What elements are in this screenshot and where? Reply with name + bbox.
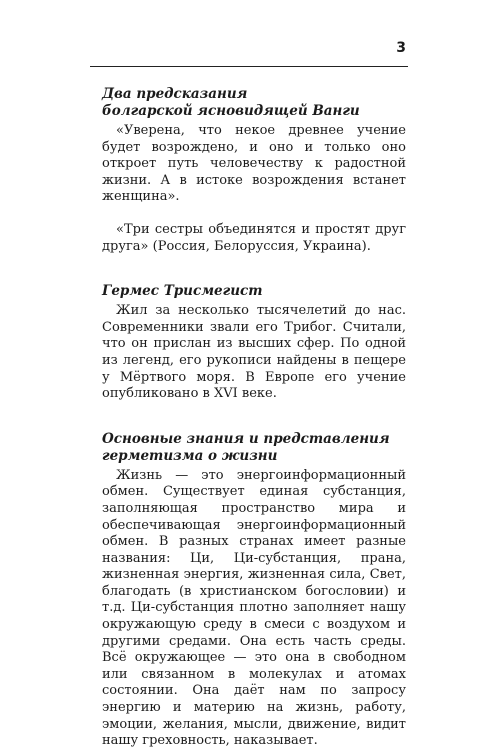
section-heading xyxy=(102,86,406,120)
page-header xyxy=(90,36,408,67)
page-number: 3 xyxy=(396,40,406,56)
heading-line: болгарской ясновидящей Ванги xyxy=(102,103,360,119)
paragraph: «Три сестры объединятся и простят друг друга» (Россия, Белоруссия, Украина). xyxy=(102,221,406,254)
paragraph: Жил за несколько тысячелетий до нас. Современники звали его Трибог. Считали, что он прислан из высших сфер. По одной из легенд, его рукописи найдены в пещере у Мёртвого моря. В Европе его учение опубликовано в XVI веке. xyxy=(102,303,406,402)
paragraph: «Уверена, что некое древнее учение будет возрождено, и оно и только оно откроет путь человечеству к радостной жизни. А в истоке возрождения встанет женщина». xyxy=(102,123,406,205)
section-heading xyxy=(102,283,406,300)
heading-line: Основные знания и представления xyxy=(102,430,390,447)
heading-line: герметизма о жизни xyxy=(102,447,278,464)
paragraph: Жизнь — это энергоинформационный обмен. Существует единая субстанция, заполняющая пространство мира и обеспечивающая энергоинформационный обмен. В разных странах имеет разные названия: Ци, Ци-субстанция, прана, жизненная энергия, жизненная сила, Свет, благодать (в христианском богословии) и т.д. Ци-субстанция плотно заполняет нашу окружающую среду в смеси с воздухом и другими средами. Она есть часть среды. Всё окружающее — это она в свободном или связанном в молекулах и атомах состоянии. Она даёт нам по запросу энергию и материю на жизнь, работу, эмоции, желания, мысли, движение, видит нашу греховность, наказывает. xyxy=(102,467,406,749)
heading-line: Гермес Трисмегист xyxy=(102,283,263,300)
section-vanga-predictions xyxy=(102,86,406,255)
page-content xyxy=(102,86,406,750)
section-heading xyxy=(102,431,406,465)
section-hermes-trismegistus xyxy=(102,283,406,403)
heading-line: Два предсказания xyxy=(102,86,248,102)
section-hermeticism-knowledge xyxy=(102,431,406,750)
